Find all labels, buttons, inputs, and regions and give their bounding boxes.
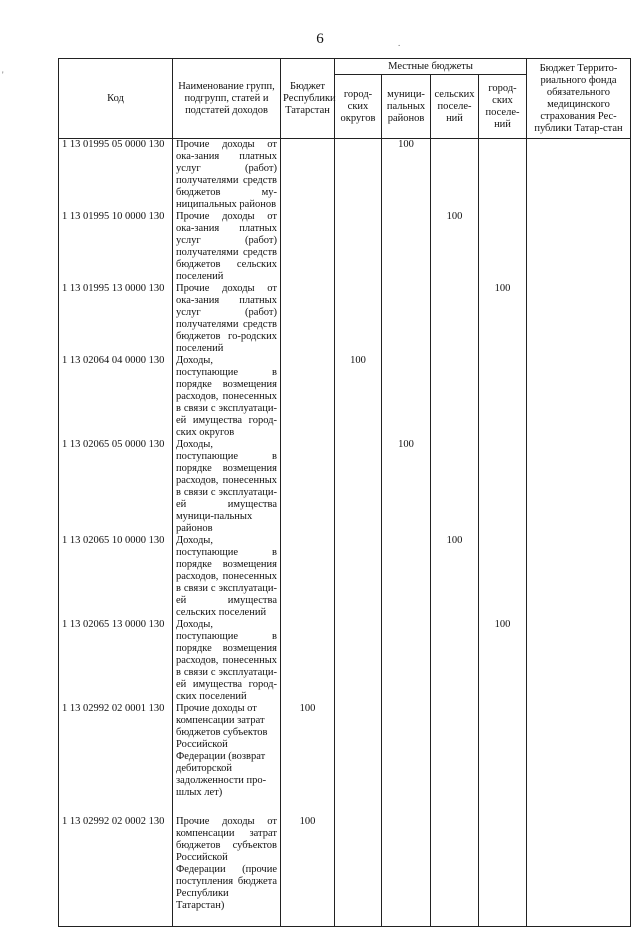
- header-local-budgets: Местные бюджеты: [335, 59, 527, 75]
- table-header-row: [59, 59, 631, 75]
- value-rural-settlements: [431, 816, 479, 926]
- table-row: [59, 816, 631, 926]
- value-urban-districts: [335, 439, 382, 535]
- row-code: 1 13 02065 10 0000 130: [59, 535, 173, 619]
- value-republic: [281, 283, 335, 355]
- value-rural-settlements: [431, 619, 479, 703]
- value-republic: 100: [281, 816, 335, 926]
- page-number: 6: [316, 31, 324, 47]
- value-urban-settlements: [479, 439, 527, 535]
- value-republic: [281, 619, 335, 703]
- value-territorial-fund: [527, 439, 631, 535]
- value-municipal-districts: 100: [382, 439, 431, 535]
- value-municipal-districts: [382, 283, 431, 355]
- row-code: 1 13 02992 02 0002 130: [59, 816, 173, 926]
- value-urban-districts: [335, 283, 382, 355]
- value-urban-settlements: 100: [479, 619, 527, 703]
- value-rural-settlements: [431, 283, 479, 355]
- row-code: 1 13 01995 10 0000 130: [59, 211, 173, 283]
- value-municipal-districts: [382, 355, 431, 439]
- row-name: Прочие доходы от ока-зания платных услуг (работ) получателями средств бюджетов сельских поселений: [173, 211, 281, 283]
- row-name: Доходы, поступающие в порядке возмещения расходов, понесенных в связи с эксплуатаци-ей имущества город-ских округов: [173, 355, 281, 439]
- table-row: [59, 703, 631, 816]
- row-code: 1 13 02992 02 0001 130: [59, 703, 173, 816]
- value-urban-settlements: 100: [479, 283, 527, 355]
- row-name: Прочие доходы от ока-зания платных услуг (работ) получателями средств бюджетов му-ниципальных районов: [173, 139, 281, 212]
- row-code: 1 13 01995 05 0000 130: [59, 139, 173, 212]
- row-code: 1 13 02065 05 0000 130: [59, 439, 173, 535]
- value-urban-settlements: [479, 139, 527, 212]
- table-row: [59, 535, 631, 619]
- value-urban-districts: 100: [335, 355, 382, 439]
- value-urban-settlements: [479, 355, 527, 439]
- scan-mark: .: [398, 38, 401, 48]
- value-territorial-fund: [527, 283, 631, 355]
- value-urban-settlements: [479, 535, 527, 619]
- value-territorial-fund: [527, 535, 631, 619]
- header-urban-districts: город-ских округов: [335, 75, 382, 139]
- value-municipal-districts: 100: [382, 139, 431, 212]
- value-urban-districts: [335, 619, 382, 703]
- value-rural-settlements: 100: [431, 535, 479, 619]
- table-row: [59, 139, 631, 212]
- row-name: Доходы, поступающие в порядке возмещения расходов, понесенных в связи с эксплуатаци-ей имущества муници-пальных районов: [173, 439, 281, 535]
- table-row: [59, 211, 631, 283]
- value-rural-settlements: [431, 439, 479, 535]
- value-territorial-fund: [527, 211, 631, 283]
- value-urban-districts: [335, 211, 382, 283]
- header-territorial-fund: Бюджет Террито-риального фонда обязательного медицинского страхования Рес-публики Татар-стан: [527, 59, 631, 139]
- row-name: Доходы, поступающие в порядке возмещения расходов, понесенных в связи с эксплуатаци-ей имущества сельских поселений: [173, 535, 281, 619]
- value-urban-districts: [335, 535, 382, 619]
- value-territorial-fund: [527, 355, 631, 439]
- value-territorial-fund: [527, 619, 631, 703]
- revenue-codes-table: [58, 58, 631, 927]
- value-urban-districts: [335, 816, 382, 926]
- value-territorial-fund: [527, 816, 631, 926]
- table-row: [59, 283, 631, 355]
- value-republic: [281, 439, 335, 535]
- table-row: [59, 619, 631, 703]
- header-name: Наименование групп, подгрупп, статей и подстатей доходов: [173, 59, 281, 139]
- header-code: Код: [59, 59, 173, 139]
- value-municipal-districts: [382, 703, 431, 816]
- value-territorial-fund: [527, 139, 631, 212]
- value-rural-settlements: [431, 703, 479, 816]
- value-republic: 100: [281, 703, 335, 816]
- row-name: Прочие доходы от ока-зания платных услуг (работ) получателями средств бюджетов го-родских поселений: [173, 283, 281, 355]
- value-rural-settlements: 100: [431, 211, 479, 283]
- value-municipal-districts: [382, 619, 431, 703]
- header-republic-budget: Бюджет Республики Татарстан: [281, 59, 335, 139]
- scan-mark: ': [2, 70, 4, 80]
- value-municipal-districts: [382, 211, 431, 283]
- row-code: 1 13 02065 13 0000 130: [59, 619, 173, 703]
- value-urban-districts: [335, 703, 382, 816]
- header-rural-settlements: сельских поселе-ний: [431, 75, 479, 139]
- row-name: Прочие доходы от компенсации затрат бюджетов субъектов Российской Федерации (возврат дебиторской задолженности про-шлых лет): [173, 703, 281, 816]
- value-republic: [281, 139, 335, 212]
- table-row: [59, 355, 631, 439]
- value-urban-settlements: [479, 211, 527, 283]
- row-code: 1 13 01995 13 0000 130: [59, 283, 173, 355]
- row-name: Доходы, поступающие в порядке возмещения расходов, понесенных в связи с эксплуатаци-ей имущества город-ских поселений: [173, 619, 281, 703]
- header-urban-settlements: город-ских поселе-ний: [479, 75, 527, 139]
- value-urban-districts: [335, 139, 382, 212]
- value-rural-settlements: [431, 139, 479, 212]
- table-row: [59, 439, 631, 535]
- value-republic: [281, 355, 335, 439]
- value-urban-settlements: [479, 816, 527, 926]
- value-urban-settlements: [479, 703, 527, 816]
- value-republic: [281, 535, 335, 619]
- value-territorial-fund: [527, 703, 631, 816]
- row-name: Прочие доходы от компенсации затрат бюджетов субъектов Российской Федерации (прочие поступления бюджета Республики Татарстан): [173, 816, 281, 926]
- value-rural-settlements: [431, 355, 479, 439]
- value-municipal-districts: [382, 816, 431, 926]
- row-code: 1 13 02064 04 0000 130: [59, 355, 173, 439]
- header-municipal-districts: муници-пальных районов: [382, 75, 431, 139]
- value-republic: [281, 211, 335, 283]
- value-municipal-districts: [382, 535, 431, 619]
